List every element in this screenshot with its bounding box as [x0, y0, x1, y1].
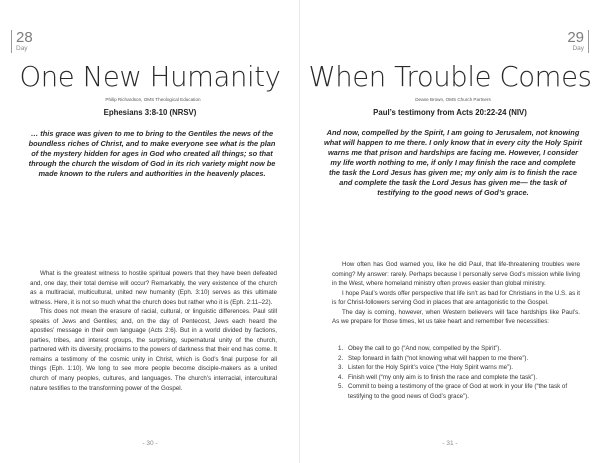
list-number: 3. — [338, 364, 344, 372]
day-label: Day — [16, 45, 28, 52]
scripture-reference: Ephesians 3:8-10 (NRSV) — [103, 108, 197, 117]
paragraph: I hope Paul’s words offer perspective that life isn’t as bad for Christians in the U.S. as it is for Christ-followers serving God in places that are antagonistic to the Gospel. — [332, 289, 580, 307]
paragraph: How often has God warned you, like he did Paul, that life-threatening troubles were coming? My answer: rarely. Perhaps because I personally serve God’s mission while living in the West, where homeland ministry often proves easier than global ministry. — [332, 261, 580, 288]
day-marker — [567, 30, 589, 53]
page-title: When Trouble Comes — [308, 61, 592, 93]
page-number: - 31 - — [442, 440, 458, 447]
paragraph: The day is coming, however, when Western believers will face hardships like Paul’s. As we prepare for those times, let us take heart and remember five necessities: — [332, 308, 580, 326]
list-item — [338, 373, 574, 383]
list-number: 4. — [338, 373, 344, 381]
day-label: Day — [572, 45, 584, 52]
list-text: Commit to being a testimony of the grace of God at work in your life (“the task of testifying to the good news of God’s grace”). — [348, 383, 568, 400]
list-text: Step forward in faith (“not knowing what will happen to me there”). — [348, 354, 529, 362]
scripture-verse: And now, compelled by the Spirit, I am going to Jerusalem, not knowing what will happen to me there. I only know that in every city the Holy Spirit warns me that prison and hardships are facing me. However, I consider my life worth nothing to me, if only I may finish the race and complete the task the Lord Jesus has given me; my only aim is to finish the race and complete the task the Lord Jesus has given me— the task of testifying to the good news of God’s grace. — [324, 128, 582, 197]
author-credit: Philip Richardson, OMS Theological Education — [105, 97, 201, 102]
necessities-list — [338, 344, 574, 401]
list-item — [338, 382, 574, 401]
author-credit: Deane Brown, OMS Church Partners — [415, 97, 491, 102]
day-number: 29 — [567, 29, 584, 46]
list-item — [338, 344, 574, 354]
paragraph: What is the greatest witness to hostile spiritual powers that they have been defeated and, one day, their total demise will occur? Remarkably, the very existence of the church as a multiracial, multicultural, united new humanity (Eph. 3:10) serves as this ultimate witness. Here, it is not so much what the church does but rather who it is (Eph. 2:11–22). — [30, 270, 277, 306]
list-number: 5. — [338, 383, 344, 391]
body-text — [332, 260, 580, 327]
list-text: Finish well (“my only aim is to finish the race and complete the task”). — [348, 373, 538, 381]
right-page — [300, 0, 600, 463]
list-number: 2. — [338, 354, 344, 362]
list-text: Listen for the Holy Spirit’s voice (“the Holy Spirit warns me”). — [348, 364, 513, 372]
paragraph: This does not mean the erasure of racial, cultural, or linguistic differences. Paul still speaks of Jews and Gentiles; and, on the day of Pentecost, Jews each heard the apostles’ message in their own language (Acts 2:6). But in a world divided by factions, parties, tribes, and interest groups, the surprising, supernatural unity of the church, partnered with its diversity, proclaims to the powers of darkness that their end has come. It remains a testimony of the cosmic unity in Christ, which is God’s final purpose for all things (Eph. 1:10). We long to see more people become disciple-makers as a united church of many peoples, cultures, and languages. The church’s interracial, intercultural nature testifies to the transforming power of the Gospel. — [30, 308, 277, 392]
list-item — [338, 354, 574, 364]
list-item — [338, 363, 574, 373]
page-title: One New Humanity — [19, 61, 281, 93]
list-text: Obey the call to go (“And now, compelled by the Spirit”). — [348, 345, 502, 352]
day-number: 28 — [16, 29, 33, 46]
list-number: 1. — [338, 345, 344, 352]
day-marker — [11, 30, 33, 53]
body-text — [30, 269, 277, 393]
page-number: - 30 - — [142, 440, 158, 447]
scripture-verse: … this grace was given to me to bring to the Gentiles the news of the boundless riches of Christ, and to make everyone see what is the plan of the mystery hidden for ages in God who created all things; so that through the church the wisdom of God in its rich variety might now be made known to the rulers and authorities in the heavenly places. — [28, 129, 276, 178]
scripture-reference: Paul’s testimony from Acts 20:22-24 (NIV) — [373, 108, 527, 117]
